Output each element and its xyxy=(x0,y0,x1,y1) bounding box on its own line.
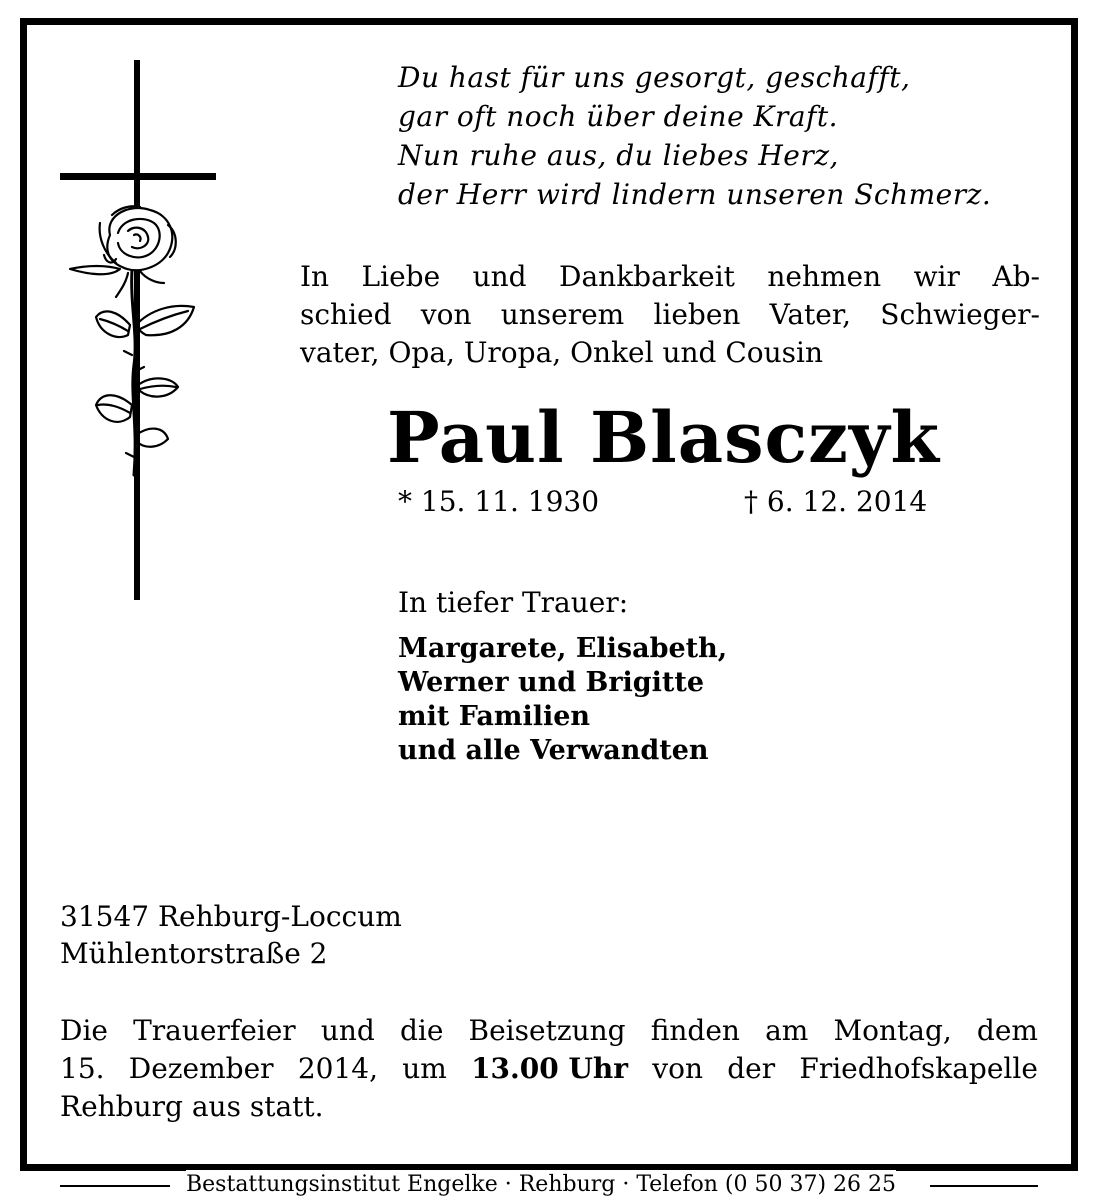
word: In xyxy=(300,260,330,293)
word: Die xyxy=(60,1014,108,1047)
deceased-name: Paul Blasczyk xyxy=(387,396,941,479)
word: Dezember xyxy=(128,1052,274,1085)
rose-icon xyxy=(60,195,220,495)
funeral-line xyxy=(60,1012,1038,1050)
word: Ab- xyxy=(992,260,1040,293)
word: Friedhofskapelle xyxy=(799,1052,1038,1085)
word: lieben xyxy=(653,298,741,331)
word: 2014, xyxy=(297,1052,378,1085)
word: die xyxy=(399,1014,444,1047)
mourner-line: mit Familien xyxy=(398,701,591,732)
word: schied xyxy=(300,298,392,331)
funeral-info xyxy=(60,1012,1038,1126)
word: finden xyxy=(650,1014,740,1047)
funeral-home-footer: Bestattungsinstitut Engelke · Rehburg · Telefon (0 50 37) 26 25 xyxy=(186,1170,896,1200)
intro-line: vater, Opa, Uropa, Onkel und Cousin xyxy=(300,336,824,369)
verse-line: gar oft noch über deine Kraft. xyxy=(398,100,839,133)
word: unserem xyxy=(500,298,625,331)
funeral-line xyxy=(60,1050,1038,1088)
word: von xyxy=(420,298,472,331)
funeral-line: Rehburg aus statt. xyxy=(60,1090,324,1123)
word: von xyxy=(652,1052,703,1085)
address-street: Mühlentorstraße 2 xyxy=(60,937,328,970)
word: Vater, xyxy=(769,298,852,331)
word: Liebe xyxy=(361,260,441,293)
word: wir xyxy=(913,260,960,293)
funeral-time: 13.00 Uhr xyxy=(471,1052,629,1085)
footer-rule xyxy=(930,1185,1038,1187)
verse-line: Nun ruhe aus, du liebes Herz, xyxy=(398,139,839,172)
word: am xyxy=(765,1014,809,1047)
verse-line: Du hast für uns gesorgt, geschafft, xyxy=(398,61,911,94)
word: Beisetzung xyxy=(468,1014,626,1047)
word: Schwieger- xyxy=(880,298,1040,331)
death-date: † 6. 12. 2014 xyxy=(744,485,928,518)
address xyxy=(60,898,402,972)
intro-line xyxy=(300,258,1040,296)
mourners-list xyxy=(398,632,727,768)
word: 15. xyxy=(60,1052,105,1085)
word: der xyxy=(727,1052,776,1085)
word: dem xyxy=(976,1014,1038,1047)
word: Dankbarkeit xyxy=(559,260,735,293)
mourning-label: In tiefer Trauer: xyxy=(398,586,629,619)
verse-line: der Herr wird lindern unseren Schmerz. xyxy=(398,178,992,211)
word: nehmen xyxy=(767,260,882,293)
word: und xyxy=(472,260,527,293)
birth-date: * 15. 11. 1930 xyxy=(398,485,600,518)
address-city: 31547 Rehburg-Loccum xyxy=(60,900,402,933)
cross-bar xyxy=(60,173,216,180)
mourner-line: Margarete, Elisabeth, xyxy=(398,633,728,664)
intro-text xyxy=(300,258,1040,372)
mourner-line: Werner und Brigitte xyxy=(398,667,705,698)
verse xyxy=(398,58,1058,214)
word: um xyxy=(402,1052,447,1085)
intro-line xyxy=(300,296,1040,334)
footer-rule xyxy=(60,1185,170,1187)
word: und xyxy=(320,1014,375,1047)
word: Trauerfeier xyxy=(133,1014,296,1047)
mourner-line: und alle Verwandten xyxy=(398,735,709,766)
word: Montag, xyxy=(833,1014,952,1047)
